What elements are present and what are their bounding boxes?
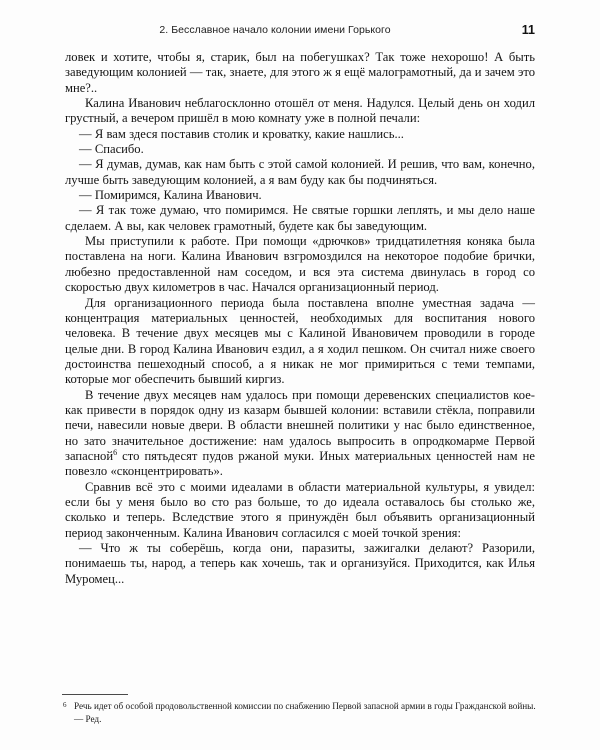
running-head-title: 2. Бесславное начало колонии имени Горького bbox=[159, 24, 391, 36]
para-dialogue-stolik: — Я вам здеся поставив столик и кроватку, какие нашлись... bbox=[79, 126, 404, 141]
footnote-text: Речь идет об особой продовольственной комиссии по снабжению Первой запасной армии в годы Гражданской войны. — Ред. bbox=[74, 701, 536, 724]
footnote-area bbox=[62, 694, 538, 725]
para-dialogue-pomirimsya: — Помиримся, Калина Иванович. bbox=[79, 188, 262, 203]
para-dve-mesyaca-kazarmy: В течение двух месяцев нам удалось при помощи деревенских специалистов кое-как привести в порядок одну из казарм бывшей колонии: вставили стёкла, поправили печи, навесили новые двери. В области внешней политики у нас было единственное, но зато значительное достижение: нам удалось выпросить в опродкомарме Первой запасной$^6$ сто пятьдесят пудов ржаной муки. Иных материальных ценностей нам не повезло «сконцентрировать». bbox=[65, 387, 535, 479]
footnote-reference[interactable]: 6 bbox=[113, 447, 118, 457]
body-text-column bbox=[65, 50, 535, 587]
running-head bbox=[65, 24, 535, 42]
para-organizacionnyj-period: Для организационного периода была поставлена вполне уместная задача — концентрация материальных ценностей, необходимых для воспитания нового человека. В течение двух месяцев мы с Калиной Ивановичем проводили в городе целые дни. В город Калина Иванович ездил, а я ходил пешком. Он считал ниже своего достоинства пешеходный способ, а я никак не мог примириться с теми темпами, которые мог обеспечить бывший киргиз. bbox=[65, 295, 535, 387]
para-dialogue-spasibo: — Спасибо. bbox=[79, 142, 144, 157]
para-kalina-otoshel: Калина Иванович неблагосклонно отошёл от меня. Надулся. Целый день он ходил грустный, а вечером пришёл в мою комнату уже в полной печали: bbox=[65, 96, 535, 126]
para-dialogue-tak-tozhe: — Я так тоже думаю, что помиримся. Не святые горшки леплять, и мы дело наше сделаем. А вы, как человек грамотный, будете как бы заведующим. bbox=[65, 203, 535, 233]
para-sravniv-vsyo: Сравнив всё это с моими идеалами в области материальной культуры, я увидел: если бы у меня было во сто раз больше, то до идеала оставалось бы столько же, сколько и теперь. Вследствие этого я принуждён был объявить организационный период законченным. Калина Иванович согласился с моей точкой зрения: bbox=[65, 479, 535, 540]
footnote-marker: 6 bbox=[63, 701, 67, 709]
para-pristupili-k-rabote: Мы приступили к работе. При помощи «дрючков» тридцатилетняя коняка была поставлена на ноги. Калина Иванович взгромоздился на некоторое подобие брички, любезно предоставленной нам соседом, и вся эта система двинулась в город со скоростью двух километров в час. Начался организационный период. bbox=[65, 234, 535, 295]
footnote-separator-rule bbox=[62, 694, 128, 695]
page-number: 11 bbox=[521, 23, 535, 37]
para-dialogue-chto-zh-ty: — Что ж ты соберёшь, когда они, паразиты, зажигалки делают? Разорили, понимаешь ты, народ, а теперь как хочешь, так и организуйся. Приходится, как Илья Муромец... bbox=[65, 541, 535, 586]
footnote-entry bbox=[62, 700, 538, 725]
para-continued-speech: ловек и хотите, чтобы я, старик, был на побегушках? Так тоже нехорошо! А быть заведующим колонией — так, знаете, для этого ж я ещё малограмотный, да и зачем это мне?.. bbox=[65, 50, 535, 95]
para-dialogue-dumav: — Я думав, думав, как нам быть с этой самой колонией. И решив, что вам, конечно, лучше быть заведующим колонией, а я вам буду как бы подчиняться. bbox=[65, 157, 535, 187]
